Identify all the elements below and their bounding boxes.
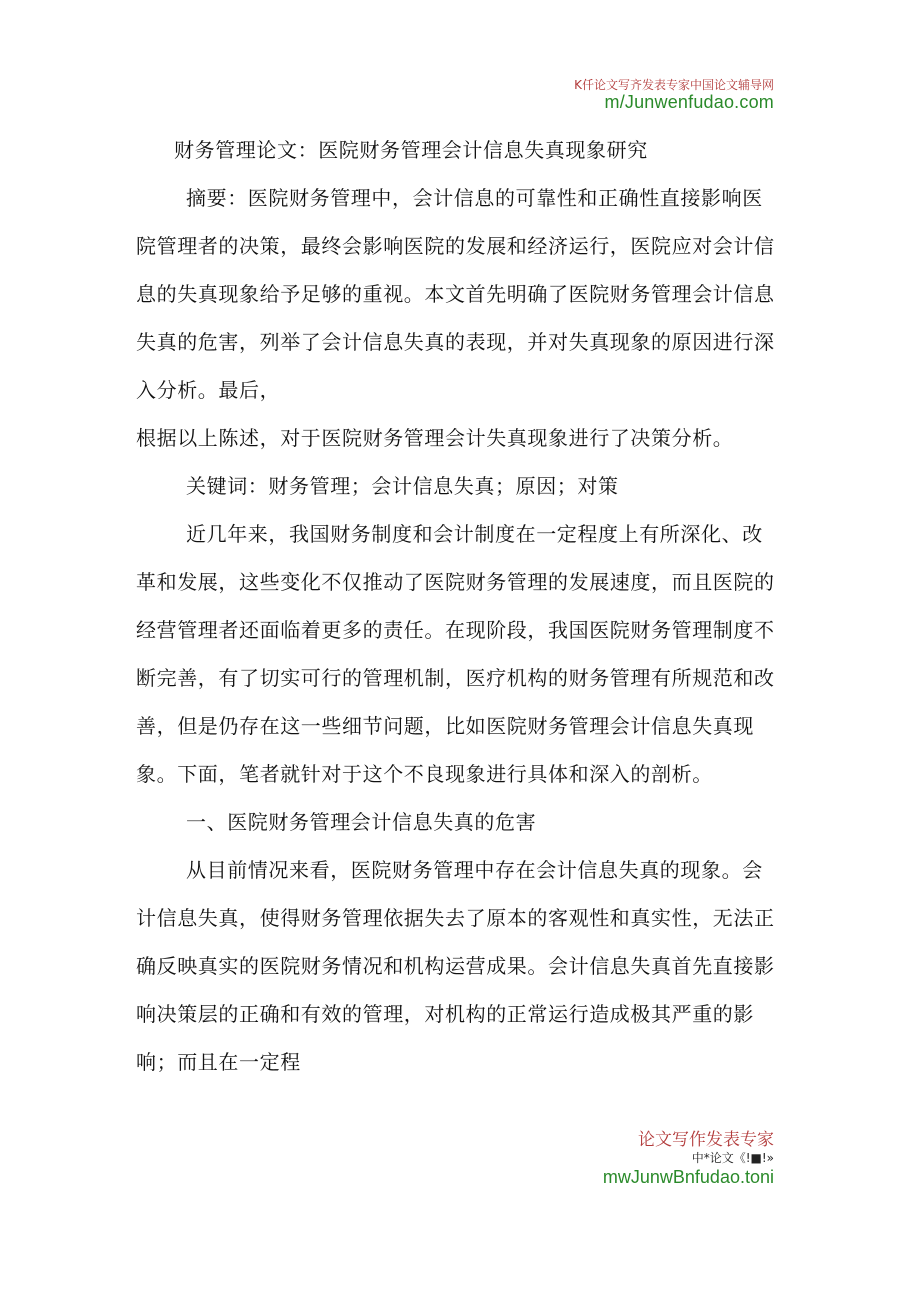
header-watermark-tagline: K仟论文写齐发表专家中国论文辅导网 (574, 78, 774, 92)
section-heading: 一、医院财务管理会计信息失真的危害 (186, 810, 537, 834)
keywords-line: 关键词：财务管理；会计信息失真；原因；对策 (186, 474, 619, 498)
abstract-continuation: 根据以上陈述，对于医院财务管理会计失真现象进行了决策分析。 (136, 426, 734, 450)
footer-watermark-slogan: 论文写作发表专家 (638, 1130, 774, 1150)
document-body (136, 126, 776, 1086)
header-watermark (574, 78, 774, 114)
section-paragraph: 从目前情况来看，医院财务管理中存在会计信息失真的现象。会计信息失真，使得财务管理依据失去了原本的客观性和真实性，无法正确反映真实的医院财务情况和机构运营成果。会计信息失真首先直接影响决策层的正确和有效的管理，对机构的正常运行造成极其严重的影响；而且在一定程 (136, 858, 775, 1074)
intro-paragraph: 近几年来，我国财务制度和会计制度在一定程度上有所深化、改革和发展，这些变化不仅推动了医院财务管理的发展速度，而且医院的经营管理者还面临着更多的责任。在现阶段，我国医院财务管理制度不断完善，有了切实可行的管理机制，医疗机构的财务管理有所规范和改善，但是仍存在这一些细节问题，比如医院财务管理会计信息失真现象。下面，笔者就针对于这个不良现象进行具体和深入的剖析。 (136, 522, 775, 786)
footer-watermark-subtext: 中*论文《!■!» (691, 1151, 774, 1166)
footer-watermark-url: mwJunwBnfudao.toni (602, 1167, 774, 1188)
header-watermark-url: m/Junwenfudao.com (604, 92, 774, 113)
abstract-paragraph: 摘要：医院财务管理中，会计信息的可靠性和正确性直接影响医院管理者的决策，最终会影响医院的发展和经济运行，医院应对会计信息的失真现象给予足够的重视。本文首先明确了医院财务管理会计信息失真的危害，列举了会计信息失真的表现，并对失真现象的原因进行深入分析。最后， (136, 186, 775, 402)
footer-watermark (603, 1130, 774, 1189)
document-title: 财务管理论文：医院财务管理会计信息失真现象研究 (174, 138, 648, 162)
